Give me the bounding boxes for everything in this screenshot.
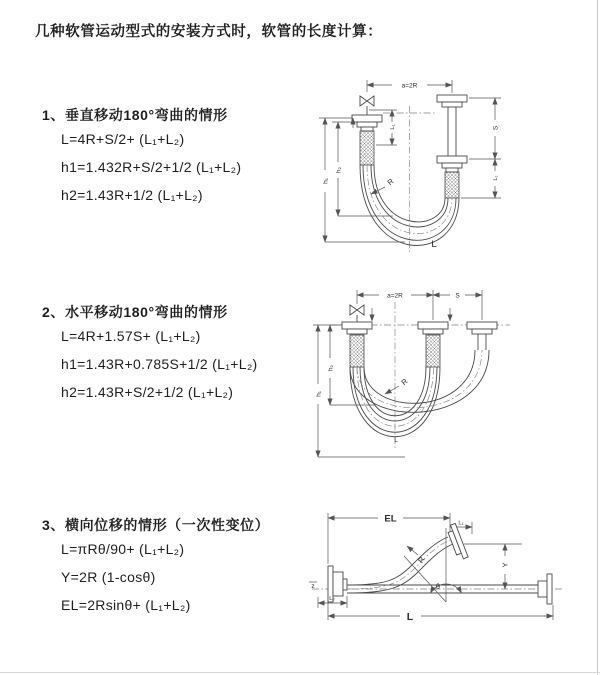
section-2-heading: 2、水平移动180°弯曲的情形 [42, 304, 228, 320]
section-1-heading: 1、垂直移动180°弯曲的情形 [42, 107, 228, 123]
valve-icon [360, 96, 374, 115]
braided-hose-right [445, 172, 459, 198]
formula-line: L=4R+1.57S+ (L₁+L₂) [61, 328, 201, 344]
hose-u-curve-displaced [350, 350, 489, 412]
formula-line: h1=1.43R+0.785S+1/2 (L₁+L₂) [61, 356, 258, 372]
formula-line: EL=2Rsinθ+ (L₁+L₂) [61, 597, 191, 613]
length-label: L [394, 437, 398, 444]
radius-label: R [399, 376, 410, 387]
formula-line: L=4R+S/2+ (L₁+L₂) [61, 131, 185, 147]
dim-h2-label: h₂ [335, 166, 343, 174]
dim-y-label: Y [500, 562, 510, 568]
left-flange [342, 322, 372, 334]
dim-l2-label: L₂ [329, 596, 335, 602]
dim-a2r-label: a=2R [387, 292, 403, 300]
diagram-vertical-180-bend [305, 70, 600, 265]
section-3-heading: 3、横向位移的情形（一次性变位） [42, 517, 270, 533]
dim-l1-label: L₁ [458, 520, 464, 527]
middle-flange [418, 322, 448, 334]
centerline-z-label: z [311, 583, 315, 590]
formula-line: L=πRθ/90+ (L₁+L₂) [61, 541, 185, 557]
dim-l-label: L [406, 611, 414, 623]
dim-el-label: EL [384, 513, 397, 525]
scan-edge-right [597, 0, 598, 675]
dim-s-label: S [455, 292, 460, 300]
dim-h1-label: h₁ [315, 391, 323, 397]
tilted-end-flange [446, 520, 468, 560]
dimension-a2r [357, 290, 482, 320]
formula-line: h2=1.43R+S/2+1/2 (L₁+L₂) [61, 384, 234, 400]
radius-label: R [385, 176, 396, 187]
diagram-horizontal-180-bend [305, 282, 600, 467]
diagram-lateral-displacement [300, 498, 600, 660]
right-fitting [437, 95, 467, 172]
dim-h2-label: h₂ [327, 364, 335, 372]
dimension-s [433, 293, 482, 300]
braided-hose-left [350, 335, 364, 367]
right-fitting [538, 574, 552, 604]
right-flange-moved [467, 322, 497, 350]
dim-l1-label: L₁ [390, 124, 396, 130]
dimension-y [464, 544, 522, 589]
dimension-l [328, 602, 553, 623]
dimension-a2r [367, 80, 452, 93]
angle-theta-label: θ [435, 582, 441, 591]
page-title: 几种软管运动型式的安装方式时，软管的长度计算： [35, 24, 383, 40]
valve-icon [350, 305, 364, 322]
dim-s-label: S [492, 125, 500, 131]
left-flange [352, 115, 382, 131]
braided-hose-left [360, 131, 374, 165]
dim-h1-label: h₁ [322, 178, 330, 184]
dimension-s [461, 98, 501, 198]
dimension-el [328, 513, 450, 564]
length-label: L [431, 239, 437, 250]
formula-line: h2=1.43R+1/2 (L₁+L₂) [61, 187, 203, 203]
radius-callout [385, 376, 410, 394]
radius-callout [407, 546, 427, 565]
formula-line: h1=1.432R+S/2+1/2 (L₁+L₂) [61, 159, 242, 175]
fitting-leader-arrows [372, 308, 450, 321]
formula-line: Y=2R (1-cosθ) [61, 569, 156, 585]
radius-label: R [416, 555, 427, 565]
dim-a2r-label: a=2R [401, 82, 418, 90]
dim-l1-label: L₁ [493, 175, 499, 181]
dimension-l1-right [493, 159, 499, 198]
scan-edge-bottom [0, 672, 600, 673]
braided-hose-middle [426, 335, 440, 367]
